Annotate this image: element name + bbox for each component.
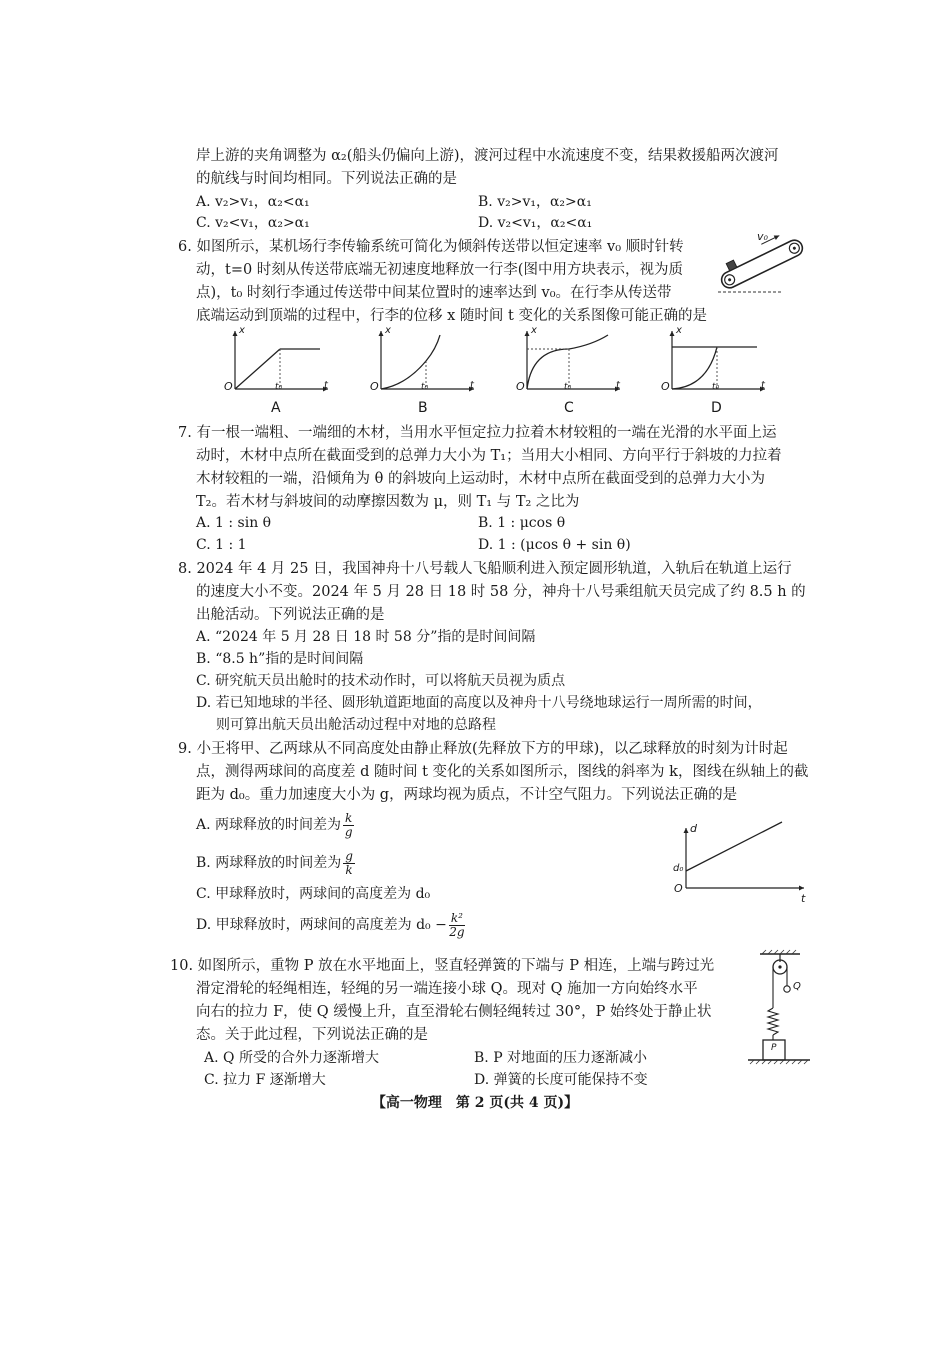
q7-option-b: B. 1 : μcos θ <box>478 515 566 531</box>
fraction-numerator: k² <box>450 910 463 925</box>
q5-option-d: D. v₂<v₁，α₂<α₁ <box>478 215 593 231</box>
q6-line1: 6. 如图所示，某机场行李传输系统可简化为倾斜传送带以恒定速率 v₀ 顺时针转 <box>178 239 684 255</box>
q10-line4: 态。关于此过程，下列说法正确的是 <box>196 1027 428 1043</box>
q9-option-b-fraction <box>343 850 355 877</box>
q7-option-c: C. 1 : 1 <box>196 537 247 553</box>
q9-option-b-text: B. 两球释放的时间差为 <box>196 855 342 871</box>
graph-b-x-label: t <box>470 380 474 391</box>
fraction-denominator: k <box>345 862 353 877</box>
q6-line4: 底端运动到顶端的过程中，行李的位移 x 随时间 t 变化的关系图像可能正确的是 <box>196 308 707 324</box>
graph-d-y-label: x <box>676 325 682 336</box>
q9-graph-d0-label: d₀ <box>673 863 684 874</box>
q8-option-c: C. 研究航天员出舱时的技术动作时，可以将航天员视为质点 <box>196 673 566 689</box>
graph-b-t0: t₀ <box>421 382 429 392</box>
graph-d-t0: t₀ <box>712 382 720 392</box>
q10-option-d: D. 弹簧的长度可能保持不变 <box>474 1072 648 1088</box>
belt-speed-label: v₀ <box>757 230 768 243</box>
graph-d-x-label: t <box>761 380 765 391</box>
q7-option-d: D. 1 : (μcos θ + sin θ) <box>478 537 631 553</box>
q6-line2: 动，t=0 时刻从传送带底端无初速度地释放一行李(图中用方块表示，视为质 <box>196 262 683 278</box>
graph-c-origin: O <box>516 380 525 393</box>
graph-c-y-label: x <box>531 325 537 336</box>
graph-c-label: C <box>564 400 574 416</box>
graph-b-y-label: x <box>385 325 391 336</box>
q10-figure-p-label: P <box>771 1043 777 1053</box>
graph-d-origin: O <box>661 380 670 393</box>
q9-option-d-text: D. 甲球释放时，两球间的高度差为 d₀ − <box>196 917 447 933</box>
graph-a-origin: O <box>224 380 233 393</box>
q7-line1: 7. 有一根一端粗、一端细的木材，当用水平恒定拉力拉着木材较粗的一端在光滑的水平面上运 <box>178 425 777 441</box>
q9-graph-origin: O <box>674 882 683 895</box>
q5-option-c: C. v₂<v₁，α₂>α₁ <box>196 215 310 231</box>
q7-option-a: A. 1 : sin θ <box>196 515 272 531</box>
graph-b-origin: O <box>370 380 379 393</box>
q10-line1: 10. 如图所示，重物 P 放在水平地面上，竖直轻弹簧的下端与 P 相连，上端与跨过光 <box>170 958 715 974</box>
graph-a-y-label: x <box>239 325 245 336</box>
q9-line1: 9. 小王将甲、乙两球从不同高度处由静止释放(先释放下方的甲球)，以乙球释放的时刻为计时起 <box>178 741 788 757</box>
q8-option-d-line2: 则可算出航天员出舱活动过程中对地的总路程 <box>216 717 496 733</box>
q10-figure-q-label: Q <box>793 981 801 992</box>
q9-line2: 点，测得两球间的高度差 d 随时间 t 变化的关系如图所示，图线的斜率为 k，图线在纵轴上的截 <box>196 764 809 780</box>
q7-line3: 木材较粗的一端，沿倾角为 θ 的斜坡向上运动时，木材中点所在截面受到的总弹力大小为 <box>196 471 765 487</box>
q9-option-b <box>196 846 355 880</box>
q8-option-a: A. “2024 年 5 月 28 日 18 时 58 分”指的是时间间隔 <box>196 629 536 645</box>
page-footer: 【高一物理 第 2 页(共 4 页)】 <box>371 1095 579 1111</box>
q8-option-b: B. “8.5 h”指的是时间间隔 <box>196 651 364 667</box>
q10-line2: 滑定滑轮的轻绳相连，轻绳的另一端连接小球 Q。现对 Q 施加一方向始终水平 <box>196 981 698 997</box>
q9-option-c: C. 甲球释放时，两球间的高度差为 d₀ <box>196 886 431 902</box>
graph-a-label: A <box>271 400 281 416</box>
q7-line2: 动时，木材中点所在截面受到的总弹力大小为 T₁；当用大小相同、方向平行于斜坡的力拉着 <box>196 448 782 464</box>
q8-option-d-line1: D. 若已知地球的半径、圆形轨道距地面的高度以及神舟十八号绕地球运行一周所需的时间， <box>196 695 762 711</box>
q9-option-d <box>196 908 465 942</box>
q10-option-a: A. Q 所受的合外力逐渐增大 <box>204 1050 379 1066</box>
fraction-numerator: g <box>345 848 353 863</box>
q9-option-a <box>196 808 354 842</box>
q5-option-b: B. v₂>v₁，α₂>α₁ <box>478 194 592 210</box>
q9-option-d-fraction <box>449 912 465 939</box>
q9-graph-x-label: t <box>801 892 806 905</box>
q9-line3: 距为 d₀。重力加速度大小为 g，两球均视为质点，不计空气阻力。下列说法正确的是 <box>196 787 738 803</box>
graph-d-label: D <box>711 400 722 416</box>
graph-a-x-label: t <box>324 380 328 391</box>
q6-line3: 点)，t₀ 时刻行李通过传送带中间某位置时的速率达到 v₀。在行李从传送带 <box>196 285 672 301</box>
q8-line3: 出舱活动。下列说法正确的是 <box>196 607 385 623</box>
q5-option-a: A. v₂>v₁，α₂<α₁ <box>196 194 310 210</box>
q9-option-a-text: A. 两球释放的时间差为 <box>196 817 342 833</box>
q8-line2: 的速度大小不变。2024 年 5 月 28 日 18 时 58 分，神舟十八号乘组航天员完成了约 8.5 h 的 <box>196 584 806 600</box>
q10-line3: 向右的拉力 F，使 Q 缓慢上升，直至滑轮右侧轻绳转过 30°，P 始终处于静止状 <box>196 1004 712 1020</box>
q7-line4: T₂。若木材与斜坡间的动摩擦因数为 μ，则 T₁ 与 T₂ 之比为 <box>196 494 580 510</box>
q5-line2: 的航线与时间均相同。下列说法正确的是 <box>196 171 457 187</box>
q9-option-a-fraction <box>343 812 354 839</box>
fraction-numerator: k <box>345 810 353 825</box>
q5-line1: 岸上游的夹角调整为 α₂(船头仍偏向上游)，渡河过程中水流速度不变，结果救援船两次渡河 <box>196 148 779 164</box>
q9-graph-y-label: d <box>690 822 697 835</box>
graph-b-label: B <box>418 400 428 416</box>
pulley-spring-figure <box>748 950 818 1070</box>
fraction-denominator: 2g <box>449 924 465 939</box>
graph-c-x-label: t <box>616 380 620 391</box>
q8-line1: 8. 2024 年 4 月 25 日，我国神舟十八号载人飞船顺利进入预定圆形轨道，入轨后在轨道上运行 <box>178 561 792 577</box>
q10-option-c: C. 拉力 F 逐渐增大 <box>204 1072 326 1088</box>
graph-a-t0: t₀ <box>275 382 283 392</box>
graph-c-t0: t₀ <box>564 382 572 392</box>
q10-option-b: B. P 对地面的压力逐渐减小 <box>474 1050 648 1066</box>
fraction-denominator: g <box>344 824 353 839</box>
q9-d-t-graph <box>672 828 812 908</box>
